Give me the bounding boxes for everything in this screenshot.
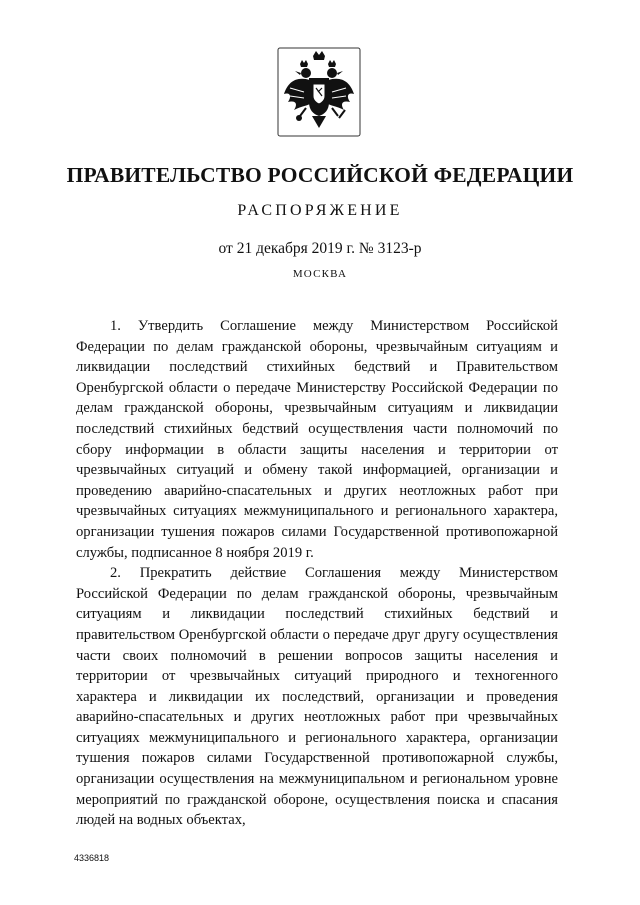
- government-title: ПРАВИТЕЛЬСТВО РОССИЙСКОЙ ФЕДЕРАЦИИ: [66, 163, 574, 187]
- document-type: РАСПОРЯЖЕНИЕ: [237, 202, 403, 219]
- date-and-number: от 21 декабря 2019 г. № 3123-р: [218, 240, 422, 257]
- coat-of-arms-icon: [276, 46, 362, 138]
- paragraph-1: 1. Утвердить Соглашение между Министерством Российской Федерации по делам гражданской обороны, чрезвычайным ситуациям и ликвидации последствий стихийных бедствий и Правительством Оренбургской области о передаче Министерству Российской Федерации по делам гражданской обороны, чрезвычайным ситуациям и ликвидации последствий стихийных бедствий осуществления части полномочий по сбору информации в области защиты населения и территории от чрезвычайных ситуаций и обмену такой информацией, организации и проведению аварийно-спасательных и других неотложных работ при чрезвычайных ситуациях межмуниципального и регионального характера, организации тушения пожаров силами Государственной противопожарной службы, подписанное 8 ноября 2019 г.: [76, 318, 558, 561]
- city: МОСКВА: [292, 268, 348, 280]
- paragraph-2: 2. Прекратить действие Соглашения между Министерством Российской Федерации по делам гражданской обороны, чрезвычайным ситуациям и ликвидации последствий стихийных бедствий и правительством Оренбургской области о передаче друг другу осуществления части своих полномочий в решении вопросов защиты населения и территории от чрезвычайных ситуаций природного и техногенного характера и ликвидации их последствий, организации и проведения аварийно-спасательных и других неотложных работ при чрезвычайных ситуациях межмуниципального и регионального характера, организации тушения пожаров силами Государственной противопожарной службы, организации осуществления на межмуниципальном и региональном уровне мероприятий по гражданской обороне, осуществления поиска и спасания людей на водных объектах,: [76, 565, 558, 829]
- document-id: 4336818: [74, 853, 110, 863]
- document-body: [76, 316, 558, 831]
